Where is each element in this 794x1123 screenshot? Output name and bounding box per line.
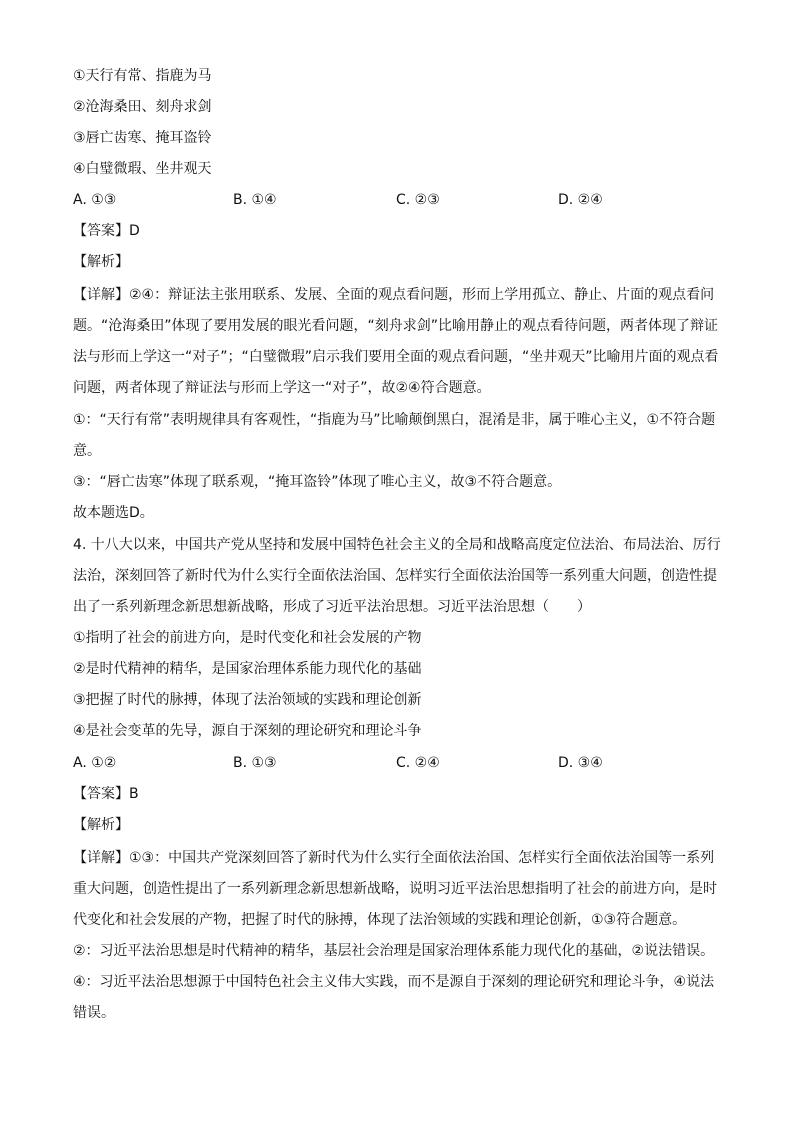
q4-item-1: ①指明了社会的前进方向，是时代变化和社会发展的产物 bbox=[73, 630, 422, 646]
q4-stem-line-2: 法治，深刻回答了新时代为什么实行全面依法治国、怎样实行全面依法治国等一系列重大问题，创造性提 bbox=[73, 568, 717, 584]
q4-option-c: C. ②④ bbox=[396, 755, 440, 771]
q4-detail-line-1: 【详解】①③：中国共产党深刻回答了新时代为什么实行全面依法治国、怎样实行全面依法治国等一系列 bbox=[73, 850, 715, 866]
q4-detail-line-4: ②：习近平法治思想是时代精神的精华，基层社会治理是国家治理体系能力现代化的基础，②说法错误。 bbox=[73, 943, 715, 959]
q3-option-a: A. ①③ bbox=[73, 192, 117, 208]
q4-option-d: D. ③④ bbox=[558, 755, 603, 771]
q3-detail-line-7: ③：“唇亡齿寒”体现了联系观，“掩耳盗铃”体现了唯心主义，故③不符合题意。 bbox=[73, 474, 562, 490]
q3-detail-line-1: 【详解】②④：辩证法主张用联系、发展、全面的观点看问题，形而上学用孤立、静止、片面的观点看问 bbox=[73, 287, 715, 303]
q4-answer: 【答案】B bbox=[73, 786, 139, 802]
q4-detail-line-5: ④：习近平法治思想源于中国特色社会主义伟大实践，而不是源自于深刻的理论研究和理论斗争，④说法 bbox=[73, 974, 715, 990]
q3-detail-line-2: 题。“沧海桑田”体现了要用发展的眼光看问题，“刻舟求剑”比喻用静止的观点看待问题，两者体现了辩证 bbox=[73, 318, 719, 334]
q3-item-3: ③唇亡齿寒、掩耳盗铃 bbox=[73, 130, 212, 146]
q3-answer: 【答案】D bbox=[73, 223, 140, 239]
q4-stem-line-3: 出了一系列新理念新思想新战略，形成了习近平法治思想。习近平法治思想（ ） bbox=[73, 599, 591, 615]
q3-option-c: C. ②③ bbox=[396, 192, 440, 208]
q4-item-2: ②是时代精神的精华，是国家治理体系能力现代化的基础 bbox=[73, 661, 422, 677]
q4-detail-line-3: 代变化和社会发展的产物，把握了时代的脉搏，体现了法治领域的实践和理论创新，①③符合题意。 bbox=[73, 912, 687, 928]
q3-option-d: D. ②④ bbox=[558, 192, 603, 208]
q4-detail-line-6: 错误。 bbox=[73, 1005, 115, 1021]
q4-option-b: B. ①③ bbox=[233, 755, 277, 771]
q4-option-a: A. ①② bbox=[73, 755, 117, 771]
q3-item-4: ④白璧微瑕、坐井观天 bbox=[73, 161, 212, 177]
q3-detail-line-8: 故本题选D。 bbox=[73, 505, 154, 521]
q4-stem-line-1: 4. 十八大以来，中国共产党从坚持和发展中国特色社会主义的全局和战略高度定位法治、布局法治、厉行 bbox=[73, 537, 721, 553]
q3-detail-line-5: ①：“天行有常”表明规律具有客观性，“指鹿为马”比喻颠倒黑白，混淆是非，属于唯心主义，①不符合题 bbox=[73, 412, 716, 428]
q4-item-4: ④是社会变革的先导，源自于深刻的理论研究和理论斗争 bbox=[73, 723, 422, 739]
q3-analysis-label: 【解析】 bbox=[73, 254, 129, 270]
q3-detail-line-4: 问题，两者体现了辩证法与形而上学这一“对子”，故②④符合题意。 bbox=[73, 380, 491, 396]
q3-item-1: ①天行有常、指鹿为马 bbox=[73, 68, 212, 84]
q3-detail-line-6: 意。 bbox=[73, 443, 101, 459]
q4-detail-line-2: 重大问题，创造性提出了一系列新理念新思想新战略，说明习近平法治思想指明了社会的前进方向，是时 bbox=[73, 881, 717, 897]
q3-item-2: ②沧海桑田、刻舟求剑 bbox=[73, 99, 212, 115]
q4-item-3: ③把握了时代的脉搏，体现了法治领域的实践和理论创新 bbox=[73, 692, 422, 708]
q3-detail-line-3: 法与形而上学这一“对子”；“白璧微瑕”启示我们要用全面的观点看问题，“坐井观天”比喻用片面的观点看 bbox=[73, 349, 719, 365]
q3-option-b: B. ①④ bbox=[233, 192, 277, 208]
q4-analysis-label: 【解析】 bbox=[73, 817, 129, 833]
